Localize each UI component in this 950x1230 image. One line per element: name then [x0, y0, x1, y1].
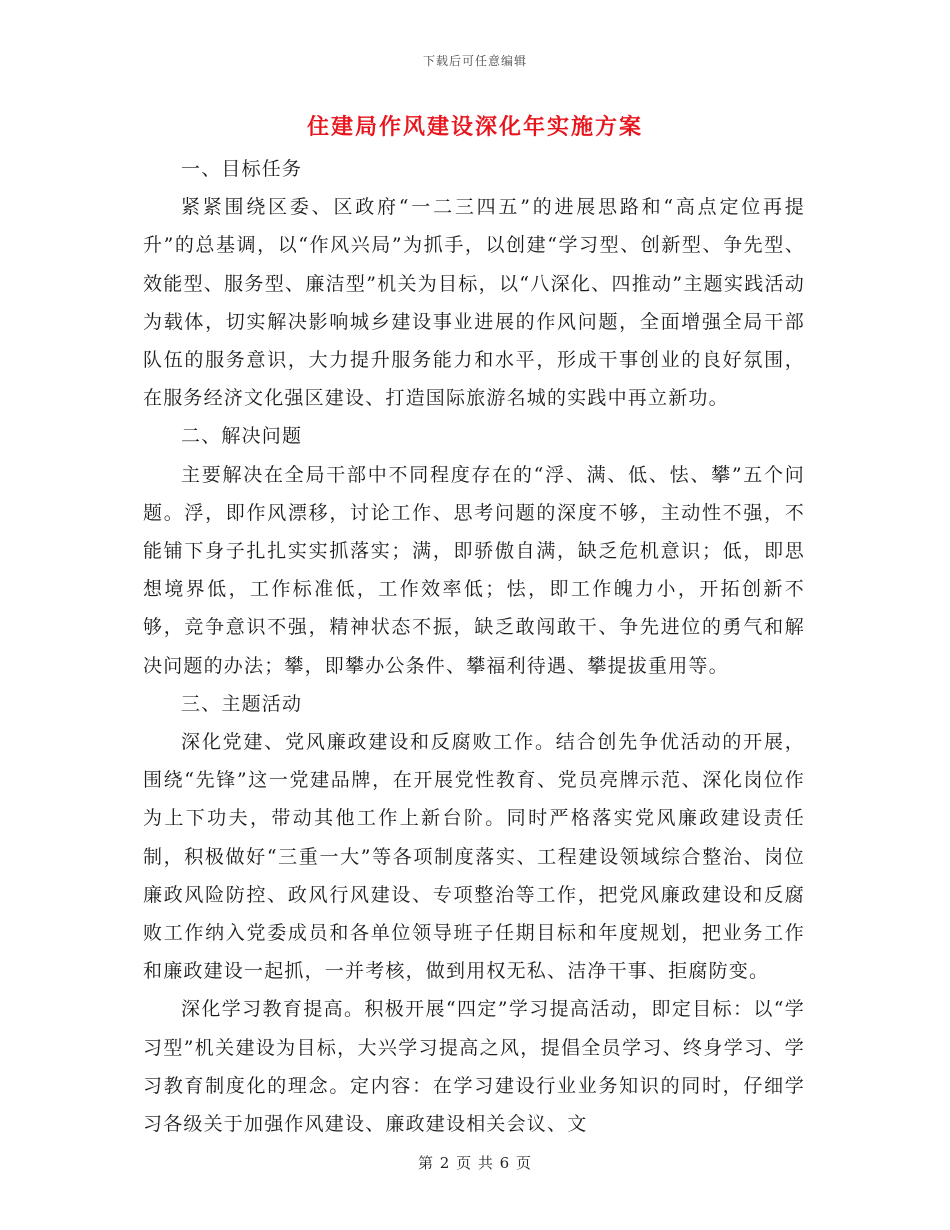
section-heading-problems: 二、解决问题: [181, 425, 303, 448]
document-body: [143, 150, 805, 1143]
page-footer: 第 2 页 共 6 页: [418, 1154, 532, 1172]
section-heading-goals: 一、目标任务: [181, 158, 303, 180]
paragraph-problems: 主要解决在全局干部中不同程度存在的“浮、满、低、怯、攀”五个问题。浮，即作风漂移，讨论工作、思考问题的深度不够，主动性不强，不能铺下身子扎扎实实抓落实；满，即骄傲自满，缺乏危机意识；低，即思想境界低，工作标准低，工作效率低；怯，即工作魄力小，开拓创新不够，竞争意识不强，精神状态不振，缺乏敢闯敢干、争先进位的勇气和解决问题的办法；攀，即攀办公条件、攀福利待遇、攀提拔重用等。: [143, 463, 805, 677]
paragraph-party-building: 深化党建、党风廉政建设和反腐败工作。结合创先争优活动的开展，围绕“先锋”这一党建品牌，在开展党性教育、党员亮牌示范、深化岗位作为上下功夫，带动其他工作上新台阶。同时严格落实党风廉政建设责任制，积极做好“三重一大”等各项制度落实、工程建设领域综合整治、岗位廉政风险防控、政风行风建设、专项整治等工作，把党风廉政建设和反腐败工作纳入党委成员和各单位领导班子任期目标和年度规划，把业务工作和廉政建设一起抓，一并考核，做到用权无私、洁净干事、拒腐防变。: [143, 731, 805, 983]
document-title: 住建局作风建设深化年实施方案: [306, 114, 643, 140]
paragraph-learning: 深化学习教育提高。积极开展“四定”学习提高活动，即定目标：以“学习型”机关建设为目标，大兴学习提高之风，提倡全员学习、终身学习、学习教育制度化的理念。定内容：在学习建设行业业务知识的同时，仔细学习各级关于加强作风建设、廉政建设相关会议、文: [143, 998, 805, 1136]
paragraph-goals: 紧紧围绕区委、区政府“一二三四五”的进展思路和“高点定位再提升”的总基调，以“作风兴局”为抓手，以创建“学习型、创新型、争先型、效能型、服务型、廉洁型”机关为目标，以“八深化、四推动”主题实践活动为载体，切实解决影响城乡建设事业进展的作风问题，全面增强全局干部队伍的服务意识，大力提升服务能力和水平，形成干事创业的良好氛围，在服务经济文化强区建设、打造国际旅游名城的实践中再立新功。: [143, 196, 805, 410]
header-note: 下载后可任意编辑: [422, 54, 527, 68]
section-heading-activities: 三、主题活动: [181, 692, 303, 715]
